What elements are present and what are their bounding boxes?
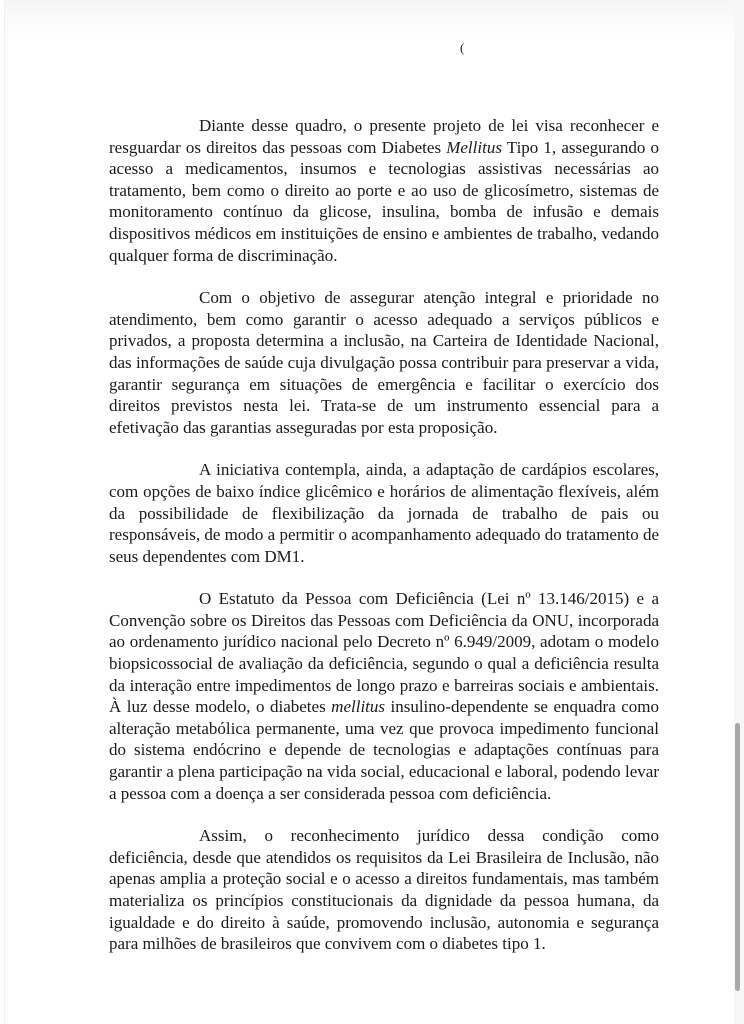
document-body xyxy=(109,115,659,976)
document-page xyxy=(4,0,736,1024)
page-mark: ( xyxy=(460,40,465,55)
italic-text-run: Mellitus xyxy=(446,137,502,157)
italic-text-run: mellitus xyxy=(331,697,386,717)
paragraph-disability-statute xyxy=(109,588,659,804)
paragraph-legal-recognition xyxy=(109,825,659,955)
scrollbar[interactable] xyxy=(734,0,744,1024)
paragraph-identity-card xyxy=(109,287,659,438)
page-top-shadow xyxy=(5,0,744,40)
text-run: O Estatuto da Pessoa com Deficiência (Lei nº 13.146/2015) e a Convenção sobre os Direitos das Pessoas com Deficiência da ONU, incorporada ao ordenamento jurídico nacional pelo Decreto nº 6.949/2009, adotam o modelo biopsicossocial de avaliação da deficiência, segundo o qual a deficiência resulta da interação entre impedimentos de longo prazo e barreiras sociais e ambientais. À luz desse modelo, o diabetes xyxy=(109,589,659,717)
text-run: A iniciativa contempla, ainda, a adaptação de cardápios escolares, com opções de baixo índice glicêmico e horários de alimentação flexíveis, além da possibilidade de flexibilização da jornada de trabalho de pais ou responsáveis, de modo a permitir o acompanhamento adequado do tratamento de seus dependentes com DM1. xyxy=(109,460,659,566)
text-run: Diante desse quadro, o presente projeto de lei visa reconhecer e resguardar os direitos das pessoas com Diabetes xyxy=(109,116,659,157)
paragraph-intro-rights xyxy=(109,115,659,266)
text-run: Com o objetivo de assegurar atenção integral e prioridade no atendimento, bem como garantir o acesso adequado a serviços públicos e privados, a proposta determina a inclusão, na Carteira de Identidade Nacional, das informações de saúde cuja divulgação possa contribuir para preservar a vida, garantir segurança em situações de emergência e facilitar o exercício dos direitos previstos nesta lei. Trata-se de um instrumento essencial para a efetivação das garantias asseguradas por esta proposição. xyxy=(109,288,659,437)
paragraph-school-menus xyxy=(109,459,659,567)
scrollbar-thumb[interactable] xyxy=(735,723,740,991)
text-run: Assim, o reconhecimento jurídico dessa condição como deficiência, desde que atendidos os requisitos da Lei Brasileira de Inclusão, não apenas amplia a proteção social e o acesso a direitos fundamentais, mas também materializa os princípios constitucionais da dignidade da pessoa humana, da igualdade e do direito à saúde, promovendo inclusão, autonomia e segurança para milhões de brasileiros que convivem com o diabetes tipo 1. xyxy=(109,826,659,954)
text-run: insulino-dependente se enquadra como alteração metabólica permanente, uma vez que provoca impedimento funcional do sistema endócrino e depende de tecnologias e adaptações contínuas para garantir a plena participação na vida social, educacional e laboral, podendo levar a pessoa com a doença a ser considerada pessoa com deficiência. xyxy=(109,697,659,803)
text-run: Tipo 1, assegurando o acesso a medicamentos, insumos e tecnologias assistivas necessárias ao tratamento, bem como o direito ao porte e ao uso de glicosímetro, sistemas de monitoramento contínuo da glicose, insulina, bomba de infusão e demais dispositivos médicos em instituições de ensino e ambientes de trabalho, vedando qualquer forma de discriminação. xyxy=(109,137,660,265)
